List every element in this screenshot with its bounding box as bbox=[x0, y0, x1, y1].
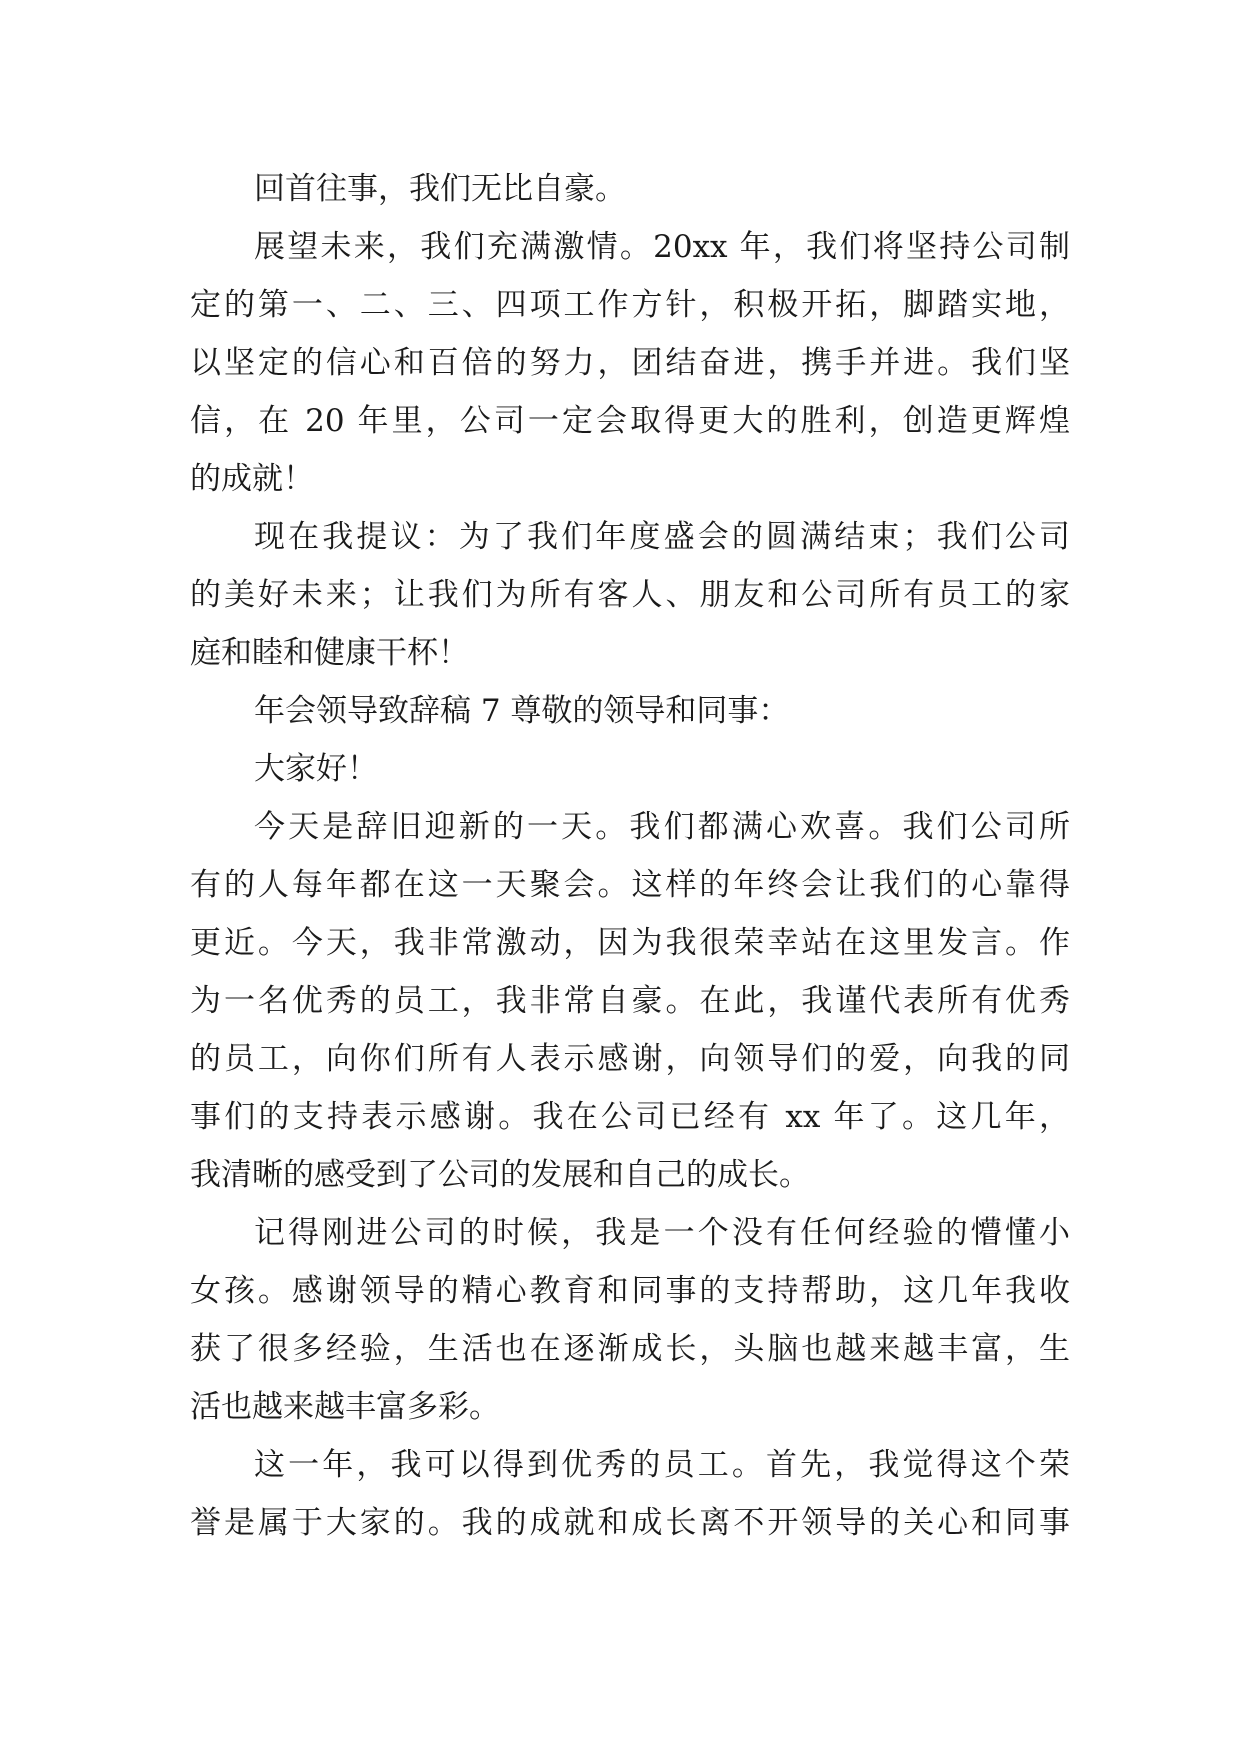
text-line: 的美好未来；让我们为所有客人、朋友和公司所有员工的家 bbox=[190, 577, 1070, 613]
text-line: 定的第一、二、三、四项工作方针，积极开拓，脚踏实地， bbox=[190, 287, 1070, 323]
text-line: 的员工，向你们所有人表示感谢，向领导们的爱，向我的同 bbox=[190, 1041, 1070, 1077]
text-line: 年会领导致辞稿 7 尊敬的领导和同事： bbox=[254, 693, 790, 729]
paragraph bbox=[190, 1204, 1070, 1436]
text-line: 记得刚进公司的时候，我是一个没有任何经验的懵懂小 bbox=[254, 1215, 1070, 1251]
text-line: 誉是属于大家的。我的成就和成长离不开领导的关心和同事 bbox=[190, 1505, 1070, 1541]
text-line: 今天是辞旧迎新的一天。我们都满心欢喜。我们公司所 bbox=[254, 809, 1070, 845]
text-line: 女孩。感谢领导的精心教育和同事的支持帮助，这几年我收 bbox=[190, 1273, 1070, 1309]
text-line: 这一年，我可以得到优秀的员工。首先，我觉得这个荣 bbox=[254, 1447, 1070, 1483]
paragraph bbox=[190, 160, 1070, 218]
text-line: 获了很多经验，生活也在逐渐成长，头脑也越来越丰富，生 bbox=[190, 1331, 1070, 1367]
paragraph bbox=[190, 508, 1070, 682]
text-line: 更近。今天，我非常激动，因为我很荣幸站在这里发言。作 bbox=[190, 925, 1070, 961]
document-body bbox=[190, 160, 1070, 1552]
text-line: 展望未来，我们充满激情。20xx 年，我们将坚持公司制 bbox=[254, 229, 1070, 265]
paragraph bbox=[190, 798, 1070, 1204]
text-line: 为一名优秀的员工，我非常自豪。在此，我谨代表所有优秀 bbox=[190, 983, 1070, 1019]
text-line: 活也越来越丰富多彩。 bbox=[190, 1389, 500, 1425]
text-line: 事们的支持表示感谢。我在公司已经有 xx 年了。这几年， bbox=[190, 1099, 1070, 1135]
text-line: 信，在 20 年里，公司一定会取得更大的胜利，创造更辉煌 bbox=[190, 403, 1070, 439]
paragraph bbox=[190, 740, 1070, 798]
text-line: 庭和睦和健康干杯！ bbox=[190, 635, 469, 671]
text-line: 有的人每年都在这一天聚会。这样的年终会让我们的心靠得 bbox=[190, 867, 1070, 903]
text-line: 我清晰的感受到了公司的发展和自己的成长。 bbox=[190, 1157, 810, 1193]
text-line: 的成就！ bbox=[190, 461, 314, 497]
text-line: 大家好！ bbox=[254, 751, 378, 787]
text-line: 回首往事，我们无比自豪。 bbox=[254, 171, 626, 207]
text-line: 现在我提议：为了我们年度盛会的圆满结束；我们公司 bbox=[254, 519, 1070, 555]
text-line: 以坚定的信心和百倍的努力，团结奋进，携手并进。我们坚 bbox=[190, 345, 1070, 381]
paragraph bbox=[190, 682, 1070, 740]
paragraph bbox=[190, 218, 1070, 508]
paragraph bbox=[190, 1436, 1070, 1552]
